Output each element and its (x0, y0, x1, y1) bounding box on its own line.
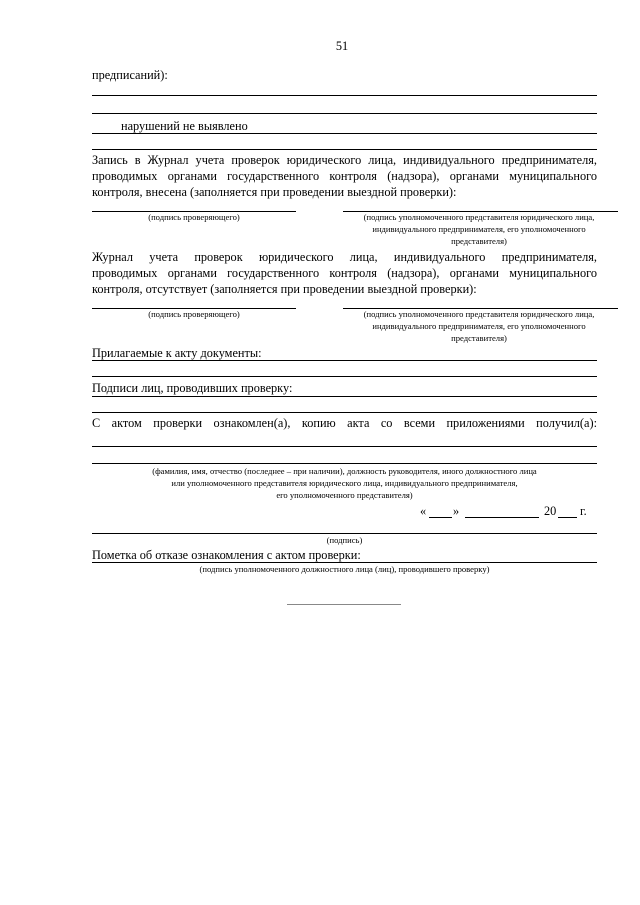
journal-entry-line: проводимых органами государственного контроля (надзора), органами муниципального (92, 169, 597, 183)
inspector-signature-caption: (подпись проверяющего) (148, 309, 240, 319)
end-separator (287, 604, 401, 605)
representative-signature-caption: (подпись уполномоченного представителя юридического лица, индивидуального предпринимателя, его уполномоченного представителя) (363, 212, 595, 246)
date-open-quote: « (420, 504, 427, 518)
journal-missing-line: контроля, отсутствует (заполняется при проведении выездной проверки): (92, 282, 477, 296)
blank-line (92, 95, 597, 96)
journal-missing-line: Журнал учета проверок юридического лица, индивидуального предпринимателя, (92, 250, 597, 264)
person-caption-line: его уполномоченного представителя) (276, 490, 413, 500)
date-year-suffix: г. (580, 504, 587, 518)
blank-line (92, 412, 597, 413)
blank-line (92, 376, 597, 377)
inspector-signature-caption: (подпись проверяющего) (148, 212, 240, 222)
blank-line (92, 113, 597, 114)
blank-line (92, 446, 597, 447)
date-year-prefix: 20 (544, 504, 557, 518)
journal-missing-line: проводимых органами государственного контроля (надзора), органами муниципального (92, 266, 597, 280)
blank-line (92, 149, 597, 150)
page-number: 51 (335, 39, 349, 53)
date-day-blank (429, 517, 452, 518)
inspector-signatures-label: Подписи лиц, проводивших проверку: (92, 381, 293, 395)
refusal-note-label: Пометка об отказе ознакомления с актом проверки: (92, 548, 361, 562)
person-name-line (92, 463, 597, 464)
acquainted-text: С актом проверки ознакомлен(а), копию акта со всеми приложениями получил(а): (92, 416, 597, 430)
blank-line (92, 396, 597, 397)
blank-line (92, 360, 597, 361)
signature-caption: (подпись) (326, 535, 363, 545)
date-year-blank (558, 517, 577, 518)
prescriptions-tail: предписаний): (92, 68, 168, 82)
no-violations-text: нарушений не выявлено (121, 119, 248, 133)
date-close-quote: » (453, 504, 460, 518)
blank-line (92, 133, 597, 134)
journal-entry-line: Запись в Журнал учета проверок юридического лица, индивидуального предпринимателя, (92, 153, 597, 167)
attached-documents-label: Прилагаемые к акту документы: (92, 346, 262, 360)
date-month-blank (465, 517, 539, 518)
representative-signature-caption: (подпись уполномоченного представителя юридического лица, индивидуального предпринимателя, его уполномоченного представителя) (363, 309, 595, 343)
official-signature-caption: (подпись уполномоченного должностного лица (лиц), проводившего проверку) (199, 564, 490, 574)
person-caption-line: или уполномоченного представителя юридического лица, индивидуального предпринимателя, (171, 478, 518, 488)
person-caption-line: (фамилия, имя, отчество (последнее – при наличии), должность руководителя, иного должностного лица (152, 466, 537, 476)
journal-entry-line: контроля, внесена (заполняется при проведении выездной проверки): (92, 185, 457, 199)
